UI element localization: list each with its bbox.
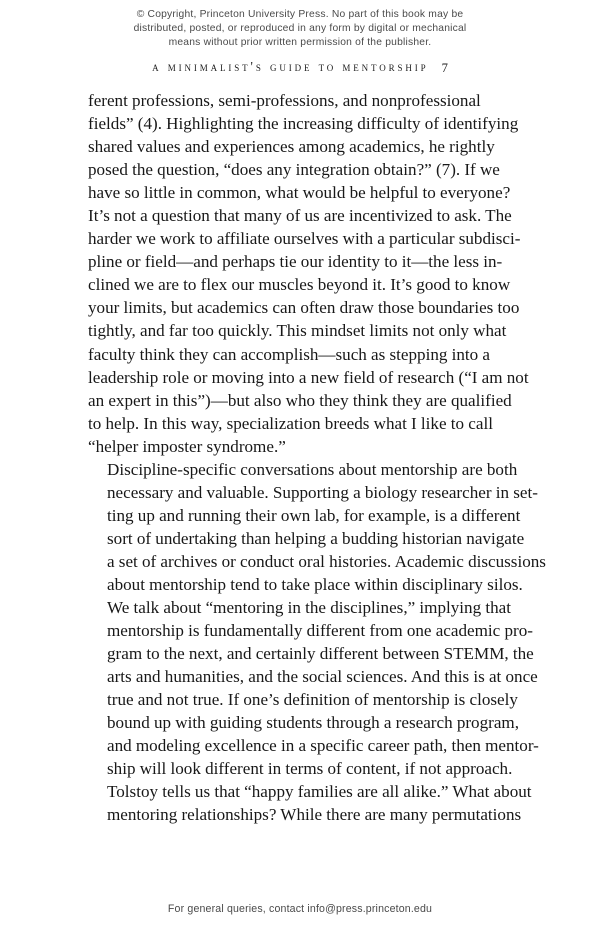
text-line: to help. In this way, specialization breeds what I like to call (88, 413, 493, 433)
text-line: true and not true. If one’s definition of mentorship is closely (107, 690, 518, 710)
text-line: harder we work to affiliate ourselves with a particular subdisci- (88, 229, 521, 249)
copyright-notice-line-3: means without prior written permission of the publisher. (168, 37, 432, 49)
text-line: clined we are to flex our muscles beyond it. It’s good to know (88, 275, 511, 295)
text-line: tightly, and far too quickly. This mindset limits not only what (88, 321, 507, 341)
paragraph (88, 458, 546, 827)
text-line: sort of undertaking than helping a budding historian navigate (107, 528, 525, 548)
text-line: your limits, but academics can often draw those boundaries too (88, 298, 520, 318)
copyright-notice-line-2: distributed, posted, or reproduced in any form by digital or mechanical (133, 23, 467, 35)
text-line: ting up and running their own lab, for example, is a different (107, 505, 521, 525)
text-line: Discipline-specific conversations about mentorship are both (107, 459, 518, 479)
text-line: an expert in this”)—but also who they think they are qualified (88, 390, 512, 410)
text-line: shared values and experiences among academics, he rightly (88, 137, 495, 157)
text-line: necessary and valuable. Supporting a biology researcher in set- (107, 482, 538, 502)
text-line: fields” (4). Highlighting the increasing difficulty of identifying (88, 114, 519, 134)
text-line: We talk about “mentoring in the disciplines,” implying that (107, 598, 511, 618)
page-number: 7 (441, 61, 448, 75)
text-line: ship will look different in terms of content, if not approach. (107, 759, 513, 779)
text-line: about mentorship tend to take place within disciplinary silos. (107, 574, 523, 594)
text-line: “helper imposter syndrome.” (88, 436, 286, 456)
paragraph (88, 89, 529, 458)
text-line: faculty think they can accomplish—such as stepping into a (88, 344, 491, 364)
footer-queries (0, 902, 600, 916)
body-text-block (88, 89, 546, 827)
text-line: leadership role or moving into a new field of research (“I am not (88, 367, 529, 387)
text-line: It’s not a question that many of us are incentivized to ask. The (88, 206, 512, 226)
text-line: pline or field—and perhaps tie our identity to it—the less in- (88, 252, 503, 272)
text-line: posed the question, “does any integration obtain?” (7). If we (88, 160, 500, 180)
running-head-title: a minimalist's guide to mentorship (152, 59, 429, 74)
text-line: bound up with guiding students through a research program, (107, 713, 519, 733)
text-line: a set of archives or conduct oral histories. Academic discussions (107, 551, 546, 571)
text-line: have so little in common, what would be helpful to everyone? (88, 183, 511, 203)
text-line: mentoring relationships? While there are many permutations (107, 805, 522, 825)
footer-queries-text: For general queries, contact info@press.princeton.edu (167, 903, 433, 915)
text-line: arts and humanities, and the social sciences. And this is at once (107, 667, 538, 687)
text-line: Tolstoy tells us that “happy families are all alike.” What about (107, 782, 532, 802)
copyright-notice-line-1: © Copyright, Princeton University Press. No part of this book may be (136, 9, 464, 20)
copyright-notice (0, 8, 600, 51)
running-head (88, 60, 512, 75)
text-line: ferent professions, semi-professions, and nonprofessional (88, 91, 481, 110)
text-line: gram to the next, and certainly different between STEMM, the (107, 644, 534, 664)
text-line: mentorship is fundamentally different from one academic pro- (107, 621, 533, 641)
text-line: and modeling excellence in a specific career path, then mentor- (107, 736, 539, 756)
